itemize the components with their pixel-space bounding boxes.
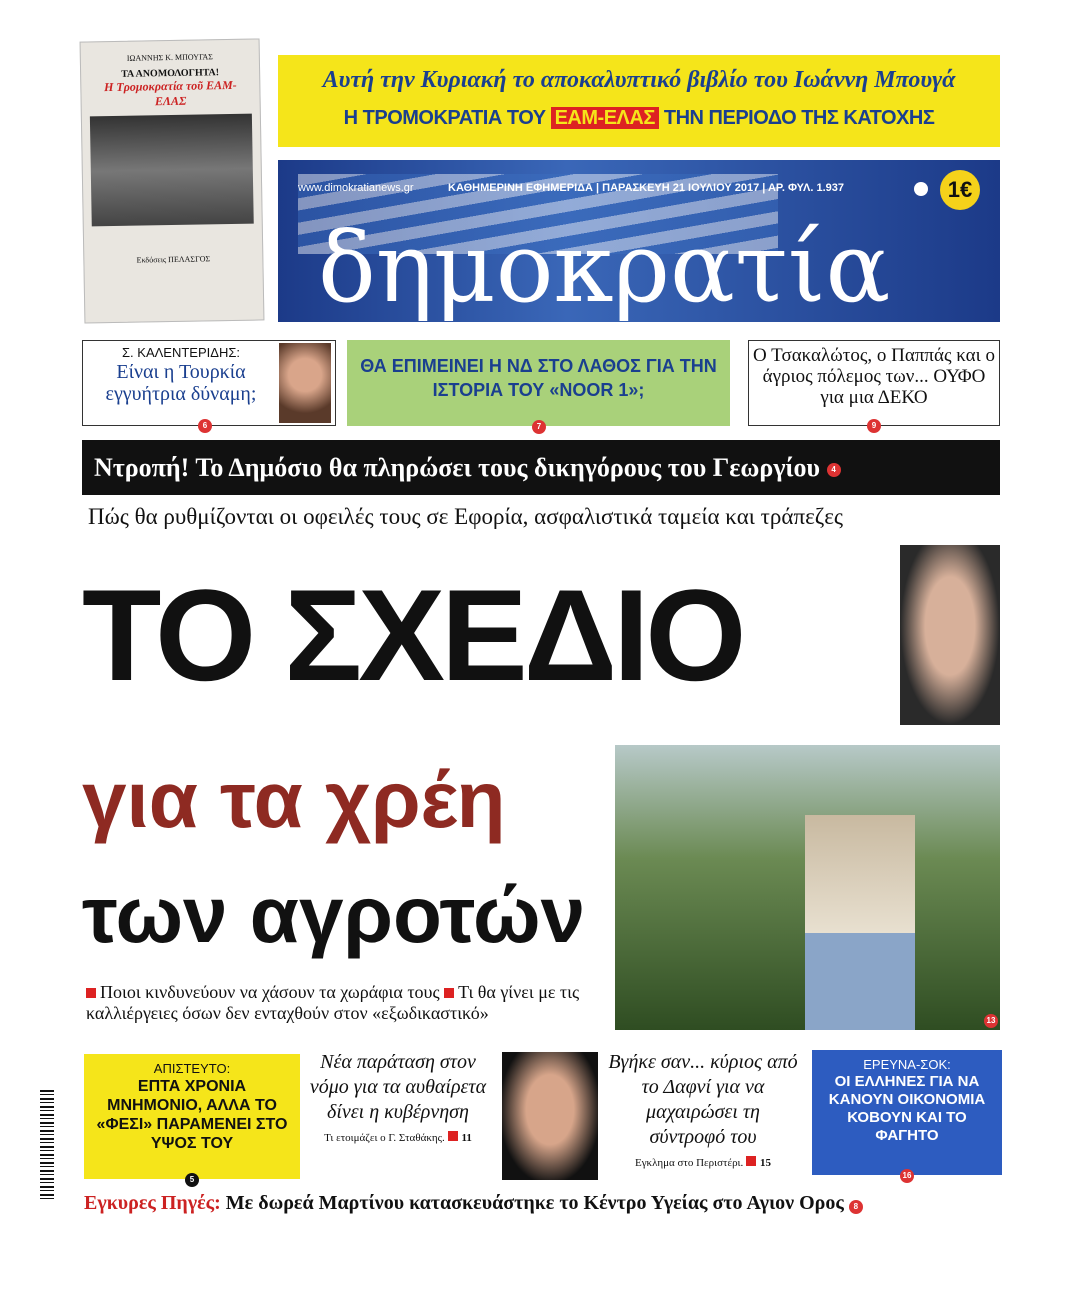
promo-line-1: Αυτή την Κυριακή το αποκαλυπτικό βιβλίο του Ιωάννη Μπουγά [322,67,956,93]
main-subtitle: Πώς θα ρυθμίζονται οι οφειλές τους σε Εφορία, ασφαλιστικά ταμεία και τράπεζες [88,504,844,529]
promo-highlight: ΕΑΜ-ΕΛΑΣ [551,107,659,129]
book-photo [90,114,254,227]
page-number: 11 [461,1132,472,1144]
page-number-badge: 6 [198,419,212,433]
footer-headline [84,1192,863,1215]
teaser-text: Είναι η Τουρκία εγγυήτρια δύναμη; [105,361,257,405]
book-cover-ad [80,38,265,323]
teaser-erevna [812,1050,1002,1180]
bullet-icon [746,1156,756,1166]
website-url: www.dimokratianews.gr [298,182,414,194]
teaser-dafni [608,1050,798,1169]
book-author: ΙΩΑΝΝΗΣ Κ. ΜΠΟΥΓΑΣ [126,52,213,63]
teaser-tsakalotos [748,340,1000,430]
page-number-badge: 4 [827,463,841,477]
teaser-text: Βγήκε σαν... κύριος από το Δαφνί για να μαχαιρώσει τη σύντροφό του [608,1051,798,1148]
page-number-badge: 13 [984,1014,998,1028]
dot-icon [914,182,928,196]
teaser-kalenteridis [82,340,336,430]
teaser-text: Νέα παράταση στον νόμο για τα αυθαίρετα δίνει η κυβέρνηση [309,1051,487,1123]
teaser-kicker: Σ. ΚΑΛΕΝΤΕΡΙΔΗΣ: [122,345,240,360]
page-number-badge: 9 [867,419,881,433]
page-number-badge: 7 [532,420,546,434]
teaser-ref [308,1131,488,1144]
book-promo-banner [278,55,1000,147]
promo-text: ΤΗΝ ΠΕΡΙΟΔΟ ΤΗΣ ΚΑΤΟΧΗΣ [658,107,935,129]
ref-text: Εγκλημα στο Περιστέρι. [634,1157,744,1169]
page-number-badge: 5 [185,1173,199,1187]
footer-label: Εγκυρες Πηγές: [84,1192,221,1214]
teaser-mnimonio [84,1054,300,1184]
teaser-text: ΟΙ ΕΛΛΗΝΕΣ ΓΙΑ ΝΑ ΚΑΝΟΥΝ ΟΙΚΟΝΟΜΙΑ ΚΟΒΟΥΝ ΚΑΙ ΤΟ ΦΑΓΗΤΟ [828,1073,986,1144]
book-publisher: Εκδόσεις ΠΕΛΑΣΓΟΣ [136,254,211,265]
headline-line-3: των αγροτών [82,870,586,959]
footer-text: Με δωρεά Μαρτίνου κατασκευάστηκε το Κέντρο Υγείας στο Αγιον Ορος [220,1192,844,1214]
bullet-icon [86,988,96,998]
main-headline: ΤΟ ΣΧΕΔΙΟ [82,562,743,708]
farmer-photo [615,745,1000,1030]
book-kicker: ΤΑ ΑΝΟΜΟΛΟΓΗΤΑ! [121,67,220,80]
minister-photo [900,545,1000,725]
bullet-text: Τι θα γίνει με τις καλλιέργειες όσων δεν ενταχθούν στον «εξωδικαστικό» [86,982,580,1023]
book-title: Η Τρομοκρατία τοῦ ΕΑΜ-ΕΛΑΣ [103,77,237,109]
man-photo [502,1052,598,1180]
teaser-kicker: ΑΠΙΣΤΕΥΤΟ: [153,1061,231,1076]
main-bullets [86,982,611,1024]
barcode [40,1090,54,1200]
ref-text: Τι ετοιμάζει ο Γ. Σταθάκης. [324,1132,445,1144]
bullet-text: Ποιοι κινδυνεύουν να χάσουν τα χωράφια τους [100,982,440,1002]
bullet-icon [444,988,454,998]
promo-text: Η ΤΡΟΜΟΚΡΑΤΙΑ ΤΟΥ [343,107,551,129]
teaser-text: ΕΠΤΑ ΧΡΟΝΙΑ ΜΝΗΜΟΝΙΟ, ΑΛΛΑ ΤΟ «ΦΕΣΙ» ΠΑΡΑΜΕΝΕΙ ΣΤΟ ΥΨΟΣ ΤΟΥ [96,1078,288,1152]
teaser-noor1 [347,340,730,431]
teaser-text: Ο Τσακαλώτος, ο Παππάς και ο άγριος πόλεμος των... ΟΥΦΟ για μια ΔΕΚΟ [753,345,995,408]
teaser-afthaireta [308,1050,488,1144]
page-number-badge: 16 [900,1169,914,1183]
headline-line-2: για τα χρέη [82,755,506,844]
newspaper-title: δημοκρατία [318,212,891,324]
issue-info: ΚΑΘΗΜΕΡΙΝΗ ΕΦΗΜΕΡΙΔΑ | ΠΑΡΑΣΚΕΥΗ 21 ΙΟΥΛΙΟΥ 2017 | ΑΡ. ΦΥΛ. 1.937 [448,182,844,194]
page-number-badge: 8 [849,1200,863,1214]
farmer-figure [805,815,915,1030]
teaser-ref [608,1156,798,1169]
teaser-text: ΘΑ ΕΠΙΜΕΙΝΕΙ Η ΝΔ ΣΤΟ ΛΑΘΟΣ ΓΙΑ ΤΗΝ ΙΣΤΟΡΙΑ ΤΟΥ «NOOR 1»; [360,356,717,400]
promo-line-2 [278,103,1000,133]
masthead [278,160,1000,322]
teaser-kicker: ΕΡΕΥΝΑ-ΣΟΚ: [863,1057,951,1072]
portrait-photo [279,343,331,423]
page-number: 15 [760,1157,772,1169]
black-headline-bar [82,440,1000,495]
bullet-icon [448,1131,458,1141]
price-badge: 1€ [940,170,980,210]
bar-text: Ντροπή! Το Δημόσιο θα πληρώσει τους δικηγόρους του Γεωργίου [94,453,821,482]
